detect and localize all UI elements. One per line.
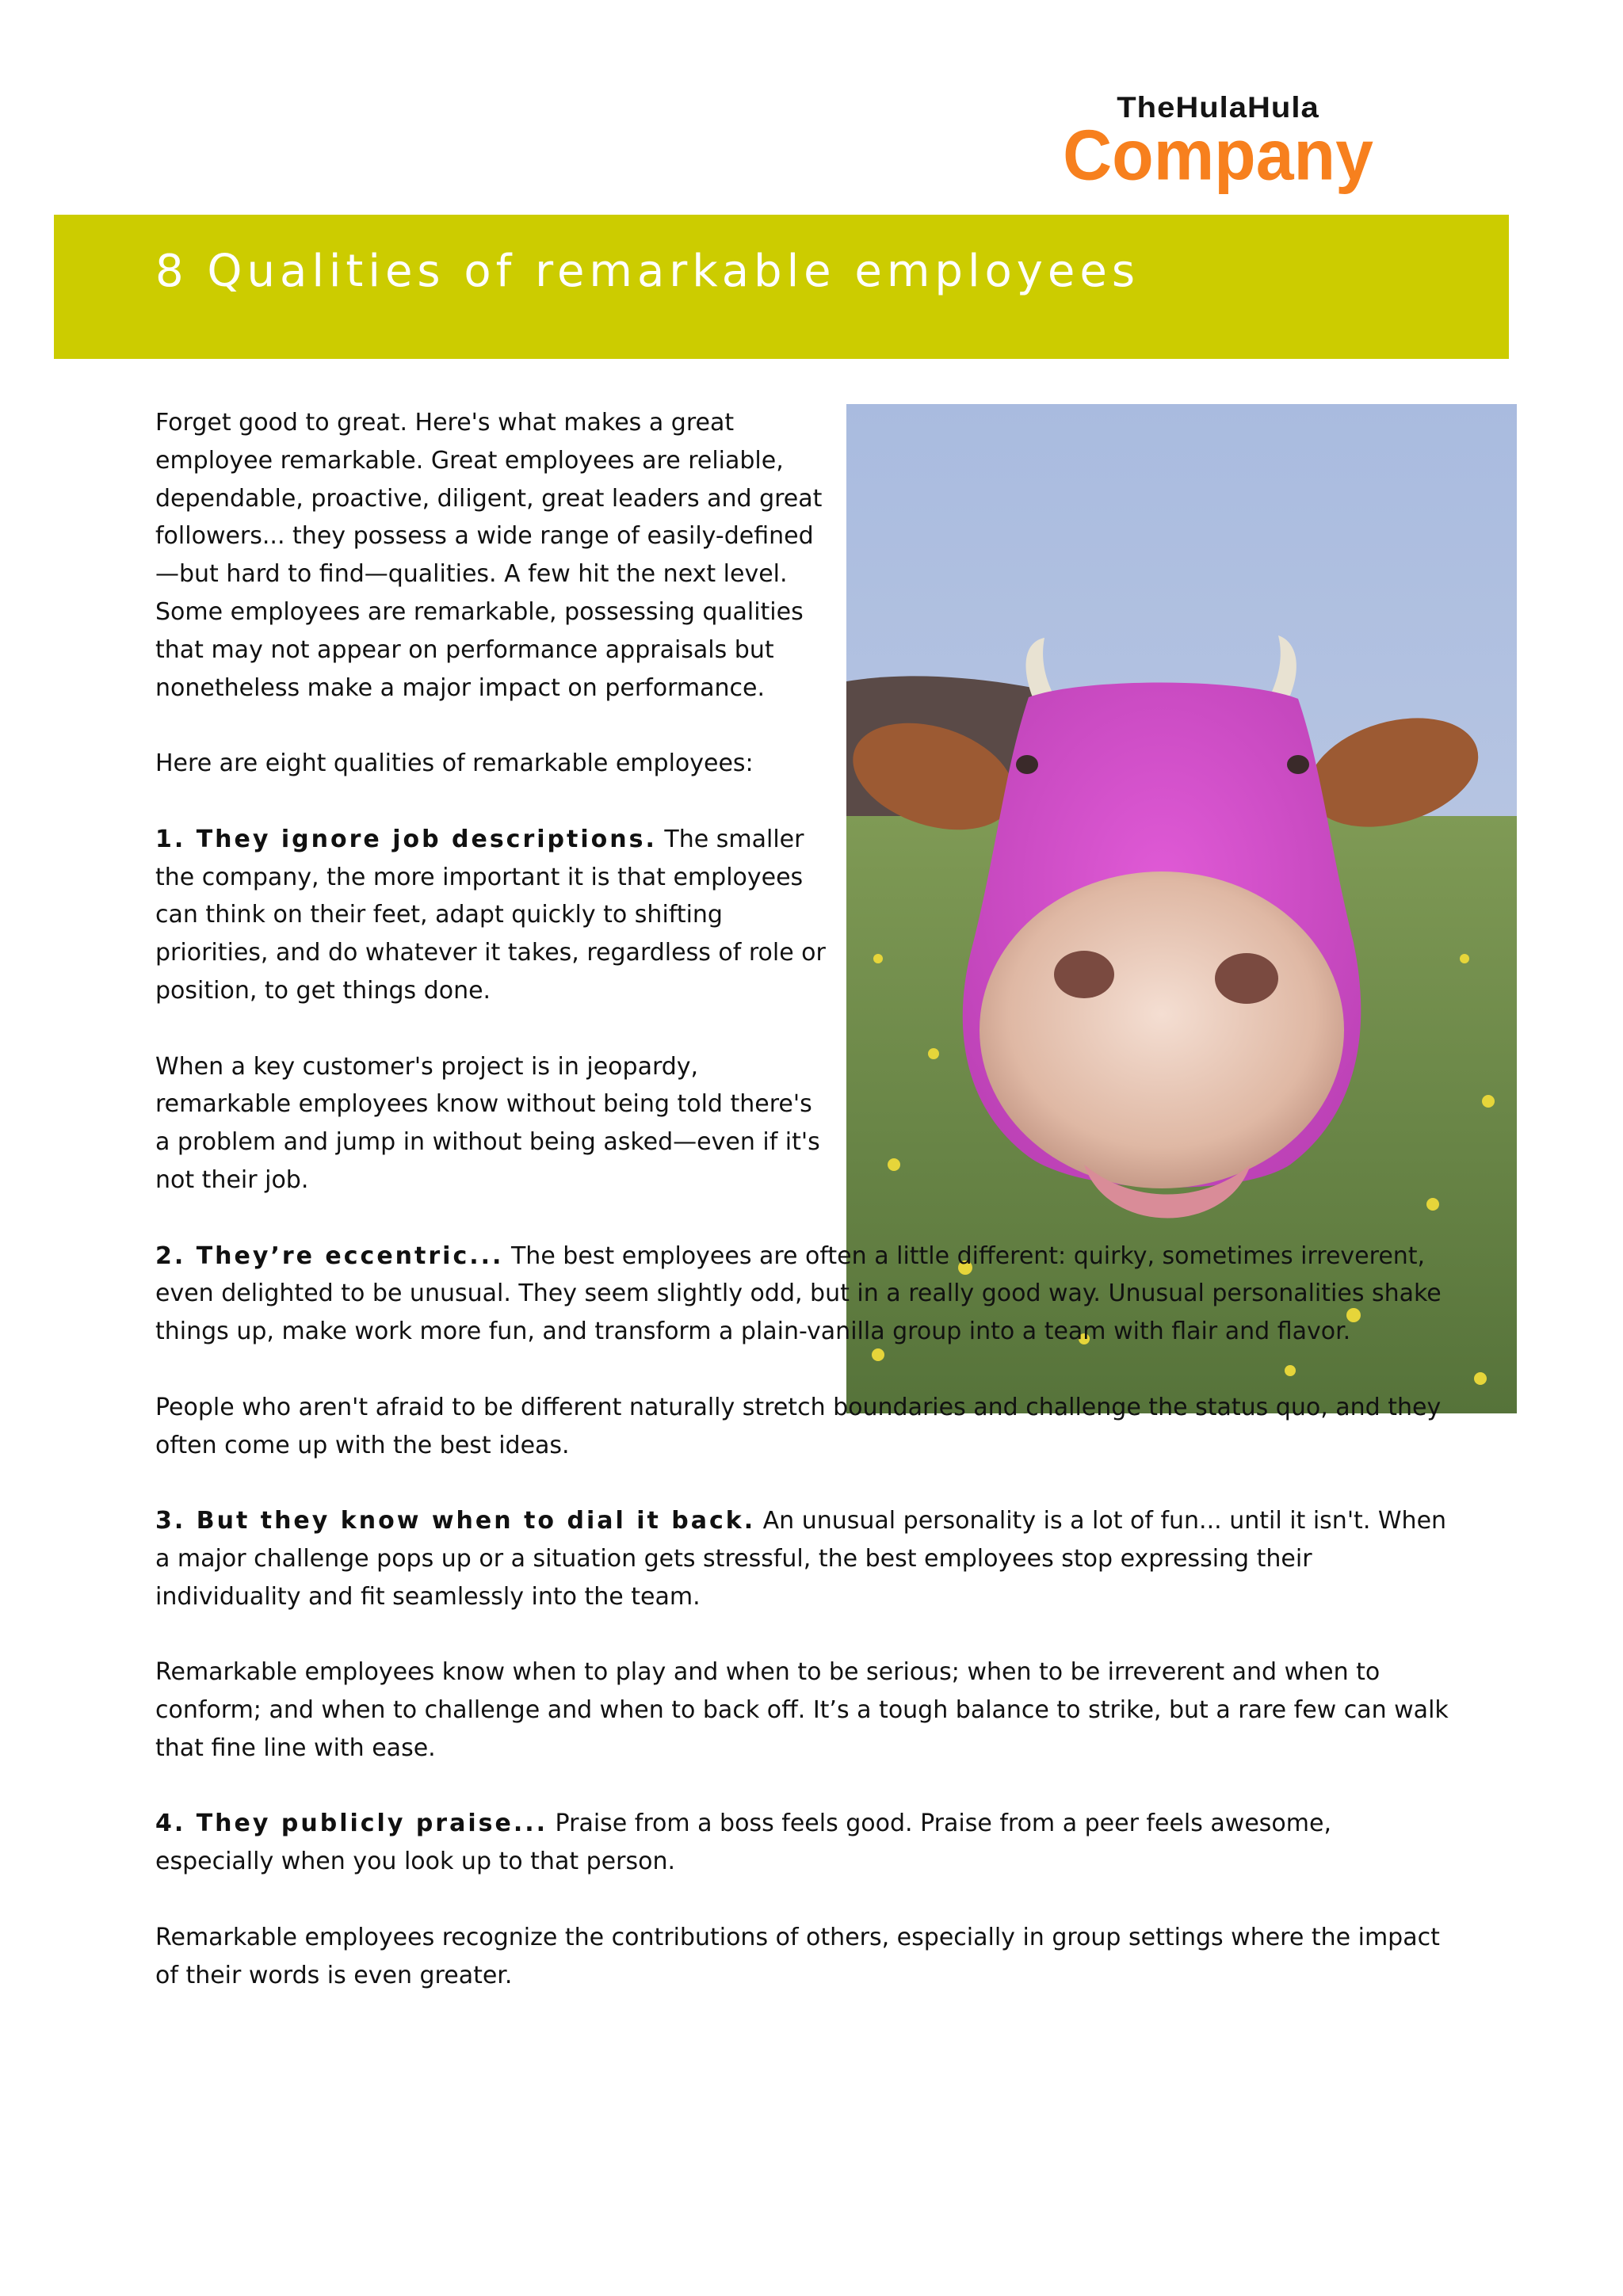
intro-paragraph: Forget good to great. Here's what makes a great employee remarkable. Great employees are reliable, dependable, proactive, diligent, great leaders and great followers... they possess a wide range of easily-defined—but hard to find—qualities. A few hit the next level. Some employees are remarkable, possessing qualities that may not appear on performance appraisals but nonetheless make a major impact on performance.: [155, 409, 823, 702]
quality-1-paragraph: [155, 821, 829, 1010]
company-logo: [1048, 89, 1388, 196]
title-banner: [54, 215, 1509, 359]
lead-paragraph: Here are eight qualities of remarkable employees:: [155, 749, 754, 778]
quality-4-paragraph-2: Remarkable employees recognize the contributions of others, especially in group settings where the impact of their words is even greater.: [155, 1923, 1440, 1989]
quality-3-text: An unusual personality is a lot of fun... until it isn't. When a major challenge pops up or a situation gets stressful, the best employees stop expressing their individuality and fit seamlessly into the team.: [155, 1507, 1447, 1611]
quality-1-heading: 1. They ignore job descriptions.: [155, 825, 657, 853]
quality-4-paragraph: [155, 1805, 1455, 1881]
quality-3-heading: 3. But they know when to dial it back.: [155, 1507, 756, 1535]
article-body: [155, 404, 1455, 2032]
logo-line-1: TheHulaHula: [1117, 91, 1319, 124]
quality-1-text: The smaller the company, the more important it is that employees can think on their feet, adapt quickly to shifting priorities, and do whatever it takes, regardless of role or position, to get things done.: [155, 825, 826, 1005]
page-title: 8 Qualities of remarkable employees: [155, 246, 1140, 297]
quality-2-paragraph-2: People who aren't afraid to be different naturally stretch boundaries and challenge the status quo, and they often come up with the best ideas.: [155, 1393, 1442, 1459]
quality-2-paragraph: [155, 1238, 1455, 1351]
logo-line-2: Company: [1063, 115, 1373, 196]
quality-3-paragraph: [155, 1502, 1455, 1615]
quality-1-paragraph-2: When a key customer's project is in jeopardy, remarkable employees know without being told there's a problem and jump in without being asked—even if it's not their job.: [155, 1052, 820, 1194]
quality-3-paragraph-2: Remarkable employees know when to play and when to be serious; when to be irreverent and when to conform; and when to challenge and when to back off. It’s a tough balance to strike, but a rare few can walk that fine line with ease.: [155, 1658, 1449, 1762]
quality-2-heading: 2. They’re eccentric...: [155, 1241, 504, 1270]
quality-2-text: The best employees are often a little different: quirky, sometimes irreverent, even delighted to be unusual. They seem slightly odd, but in a really good way. Unusual personalities shake things up, make work more fun, and transform a plain-vanilla group into a team with flair and flavor.: [155, 1241, 1442, 1346]
quality-4-text: Praise from a boss feels good. Praise from a peer feels awesome, especially when you look up to that person.: [155, 1810, 1331, 1876]
quality-4-heading: 4. They publicly praise...: [155, 1810, 548, 1838]
